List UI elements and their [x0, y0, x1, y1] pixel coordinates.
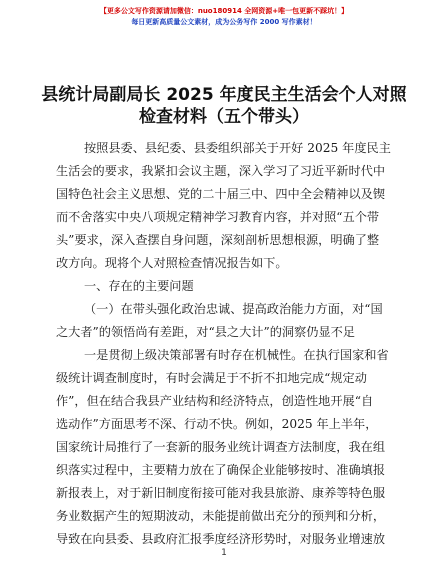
body-line: 选动作”方面思考不深、行动不快。例如，2025 年上半年，	[56, 417, 378, 431]
promo-banner-top: 【更多公文写作资源请加微信：nuo180914 全网资源+唯一包更新不踩坑！】	[99, 7, 349, 15]
body-line: 级统计调查制度时，有时会满足于不折不扣地完成“规定动	[56, 371, 367, 385]
body-line: 头”要求，深入查摆自身问题，深刻剖析思想根源，明确了整	[56, 233, 380, 247]
body-line: 导致在向县委、县政府汇报季度经济形势时，对服务业增速放	[56, 532, 386, 546]
body-line: 国家统计局推行了一套新的服务业统计调查方法制度，我在组	[56, 440, 386, 454]
body-line: 一是贯彻上级决策部署有时存在机械性。在执行国家和省	[84, 348, 389, 362]
promo-banner-sub: 每日更新高质量公文素材，成为公务写作 2000 写作素材！	[131, 18, 317, 26]
body-line: 作”，但在结合我县产业结构和经济特点，创造性地开展“自	[56, 394, 374, 408]
section-heading: 一、存在的主要问题	[84, 279, 194, 293]
body-line: 而不舍落实中央八项规定精神学习教育内容，并对照“五个带	[56, 210, 380, 224]
body-line: 改方向。现将个人对照检查情况报告如下。	[56, 256, 288, 270]
body-line: 新报表上，对于新旧制度衔接可能对我县旅游、康养等特色服	[56, 486, 386, 500]
body-line: 国特色社会主义思想、党的二十届三中、四中全会精神以及锲	[56, 187, 386, 201]
document-title-line-2: 检查材料（五个带头）	[139, 107, 309, 127]
subsection-heading-cont: 之大者”的领悟尚有差距，对“县之大计”的洞察仍显不足	[56, 325, 356, 339]
body-line: 织落实过程中，主要精力放在了确保企业能够按时、准确填报	[56, 463, 386, 477]
subsection-heading: （一）在带头强化政治忠诚、提高政治能力方面，对“国	[84, 302, 383, 316]
body-line: 按照县委、县纪委、县委组织部关于开好 2025 年度民主	[84, 141, 391, 155]
body-line: 生活会的要求，我紧扣会议主题，深入学习了习近平新时代中	[56, 164, 386, 178]
page-number: 1	[221, 548, 227, 558]
body-line: 务业数据产生的短期波动，未能提前做出充分的预判和分析，	[56, 509, 386, 523]
document-title-line-1: 县统计局副局长 2025 年度民主生活会个人对照	[41, 85, 407, 105]
